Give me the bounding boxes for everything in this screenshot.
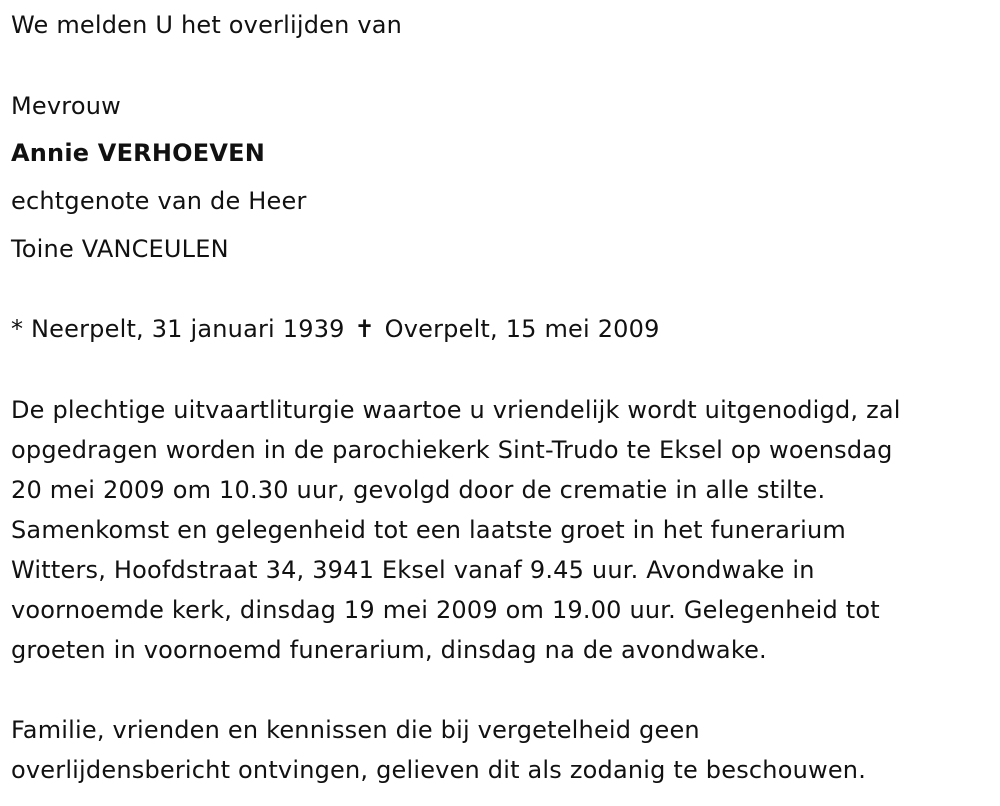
closing-line: overlijdensbericht ontvingen, gelieven dit als zodanig te beschouwen. bbox=[11, 756, 867, 784]
death-info: Overpelt, 15 mei 2009 bbox=[384, 315, 660, 343]
closing-line: Familie, vrienden en kennissen die bij vergetelheid geen bbox=[11, 716, 700, 744]
intro-text: We melden U het overlijden van bbox=[11, 11, 403, 39]
ceremony-line: opgedragen worden in de parochiekerk Sint-Trudo te Eksel op woensdag bbox=[11, 436, 893, 464]
relation-text: echtgenote van de Heer bbox=[11, 187, 307, 215]
ceremony-line: 20 mei 2009 om 10.30 uur, gevolgd door de crematie in alle stilte. bbox=[11, 476, 826, 504]
spouse-name: Toine VANCEULEN bbox=[11, 235, 229, 263]
dates-line bbox=[11, 314, 660, 344]
salutation: Mevrouw bbox=[11, 92, 121, 120]
ceremony-line: De plechtige uitvaartliturgie waartoe u vriendelijk wordt uitgenodigd, zal bbox=[11, 396, 901, 424]
ceremony-line: voornoemde kerk, dinsdag 19 mei 2009 om 19.00 uur. Gelegenheid tot bbox=[11, 596, 880, 624]
cross-icon: ✝ bbox=[354, 315, 375, 343]
ceremony-line: groeten in voornoemd funerarium, dinsdag na de avondwake. bbox=[11, 636, 767, 664]
ceremony-line: Witters, Hoofdstraat 34, 3941 Eksel vanaf 9.45 uur. Avondwake in bbox=[11, 556, 815, 584]
birth-info: * Neerpelt, 31 januari 1939 bbox=[11, 315, 345, 343]
deceased-name: Annie VERHOEVEN bbox=[11, 139, 265, 167]
ceremony-line: Samenkomst en gelegenheid tot een laatste groet in het funerarium bbox=[11, 516, 846, 544]
